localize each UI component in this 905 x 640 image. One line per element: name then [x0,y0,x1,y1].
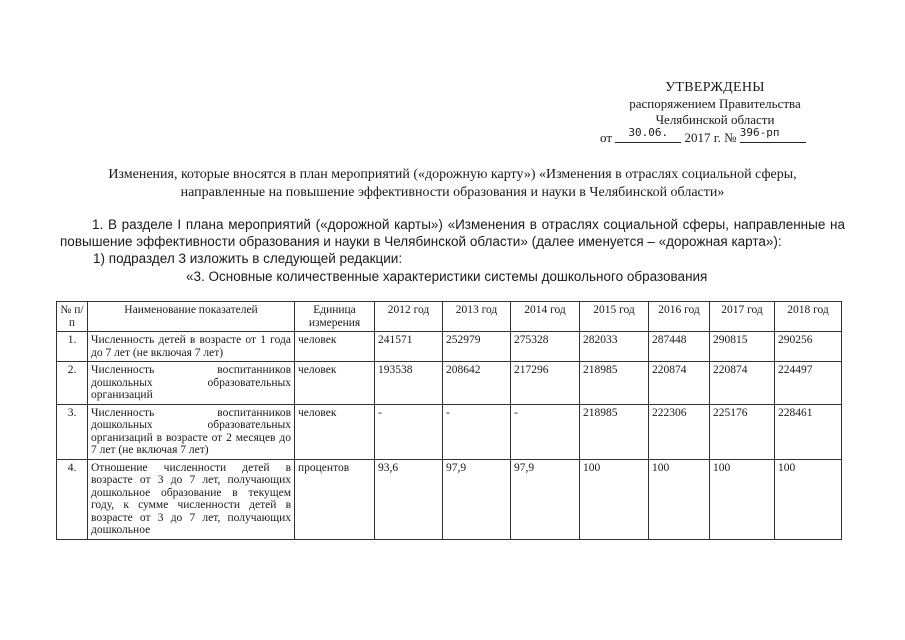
approval-line-1: распоряжением Правительства [629,96,801,111]
indicator-name: Численность детей в возрасте от 1 года до 7 лет (не включая 7 лет) [88,332,295,362]
document-title [60,166,845,202]
value-cell: - [375,404,443,459]
unit-cell: человек [295,362,375,405]
header-year: 2017 год [710,302,775,332]
value-cell: 100 [580,459,649,539]
row-number: 1. [57,332,88,362]
approval-line-2: Челябинской области [655,112,775,127]
row-number: 3. [57,404,88,459]
approval-number: 396-рп [739,126,780,139]
value-cell: 97,9 [511,459,580,539]
approval-signature-line [600,126,830,146]
value-cell: 97,9 [443,459,511,539]
value-cell: 287448 [649,332,710,362]
table-row [57,332,842,362]
value-cell: 217296 [511,362,580,405]
unit-cell: человек [295,332,375,362]
indicators-table [56,301,842,540]
from-label: от [600,130,613,145]
title-line-2: направленные на повышение эффективности образования и науки в Челябинской области» [180,185,725,200]
subsection-heading: «3. Основные количественные характеристики системы дошкольного образования [186,269,708,284]
header-unit: Единица измерения [295,302,375,332]
value-cell: 193538 [375,362,443,405]
header-year: 2018 год [775,302,842,332]
table-header-row [57,302,842,332]
indicator-name: Численность воспитанников дошкольных образовательных организаций в возрасте от 2 месяцев до 7 лет (не включая 7 лет) [88,404,295,459]
number-underline [739,126,806,143]
value-cell: 224497 [775,362,842,405]
table-row [57,404,842,459]
value-cell: 218985 [580,362,649,405]
value-cell: 93,6 [375,459,443,539]
value-cell: 100 [649,459,710,539]
approval-block [600,80,830,146]
value-cell: - [511,404,580,459]
header-name: Наименование показателей [88,302,295,332]
value-cell: 220874 [649,362,710,405]
approval-heading: УТВЕРЖДЕНЫ [665,80,765,95]
unit-cell: человек [295,404,375,459]
approval-date: 30.06. [628,126,669,139]
value-cell: - [443,404,511,459]
indicator-name: Численность воспитанников дошкольных образовательных организаций [88,362,295,405]
table-row [57,459,842,539]
value-cell: 220874 [710,362,775,405]
header-year: 2016 год [649,302,710,332]
header-year: 2012 год [375,302,443,332]
value-cell: 275328 [511,332,580,362]
value-cell: 218985 [580,404,649,459]
date-underline [615,126,681,143]
value-cell: 208642 [443,362,511,405]
value-cell: 228461 [775,404,842,459]
title-line-1: Изменения, которые вносятся в план мероприятий («дорожную карту») «Изменения в отраслях социальной сферы, [108,167,797,182]
year-label: 2017 г. № [684,130,737,145]
value-cell: 225176 [710,404,775,459]
value-cell: 100 [710,459,775,539]
header-year: 2014 год [511,302,580,332]
value-cell: 252979 [443,332,511,362]
value-cell: 290815 [710,332,775,362]
header-num: № п/п [57,302,88,332]
value-cell: 282033 [580,332,649,362]
value-cell: 222306 [649,404,710,459]
value-cell: 241571 [375,332,443,362]
value-cell: 100 [775,459,842,539]
header-year: 2013 год [443,302,511,332]
row-number: 2. [57,362,88,405]
indicator-name: Отношение численности детей в возрасте от 3 до 7 лет, получающих дошкольное образование в текущем году, к сумме численности детей в возрасте от 3 до 7 лет, получающих дошкольное [88,459,295,539]
paragraph-1: 1. В разделе I плана мероприятий («дорожной карты») «Изменения в отраслях социальной сферы, направленные на повышение эффективности образования и науки в Челябинской области» (далее именуется – «дорожная карта»): [60,217,845,249]
table-row [57,362,842,405]
row-number: 4. [57,459,88,539]
header-year: 2015 год [580,302,649,332]
value-cell: 290256 [775,332,842,362]
unit-cell: процентов [295,459,375,539]
paragraph-2: 1) подраздел 3 изложить в следующей редакции: [93,251,403,266]
